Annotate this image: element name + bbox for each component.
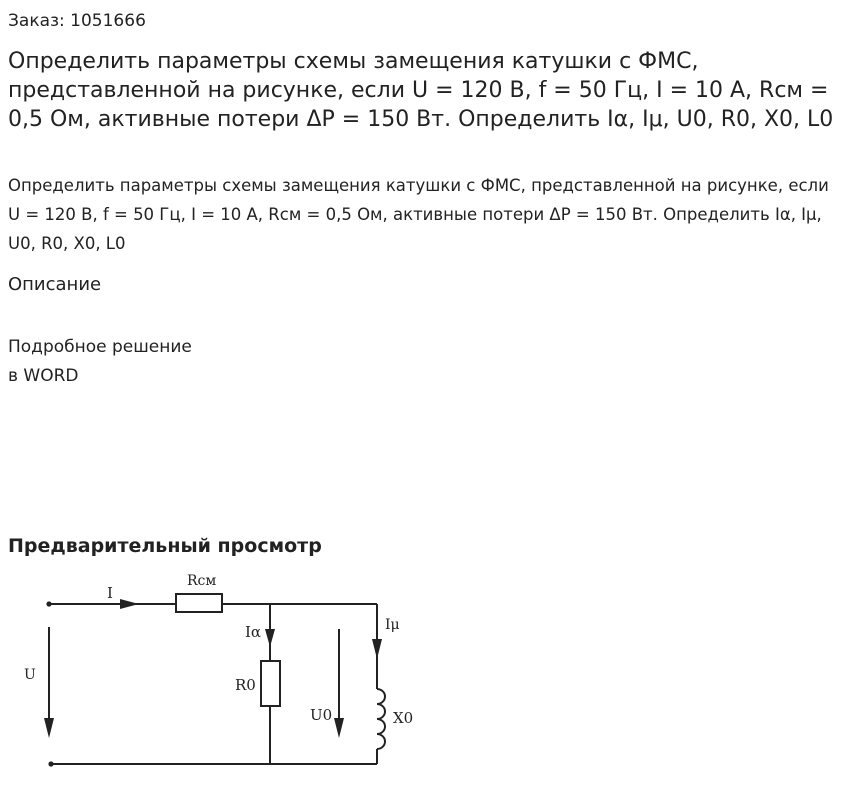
page-title: Определить параметры схемы замещения катушки с ФМС, представленной на рисунке, если U = 120 В, f = 50 Гц, I = 10 А, Rсм = 0,5 Ом, активные потери ΔР = 150 Вт. Определить Iα, Iμ, U0, R0, X0, L0: [8, 49, 834, 132]
inductor-x0: [377, 689, 385, 749]
label-ia: Iα: [245, 623, 262, 641]
label-i: I: [107, 584, 113, 602]
current-arrow-ia: [265, 629, 275, 647]
label-r0: R0: [235, 676, 256, 694]
label-u0: U0: [310, 706, 333, 724]
label-rsm: Rсм: [187, 573, 217, 589]
label-x0: X0: [393, 709, 414, 727]
description-heading: Описание: [8, 274, 102, 295]
resistor-rsm: [176, 594, 222, 612]
current-arrow-imu: [372, 639, 382, 659]
solution-note: [8, 333, 192, 391]
order-number: Заказ: 1051666: [8, 11, 146, 31]
label-imu: Iμ: [385, 617, 400, 633]
task-description: Определить параметры схемы замещения катушки с ФМС, представленной на рисунке, если U = 120 В, f = 50 Гц, I = 10 А, Rсм = 0,5 Ом, активные потери ΔР = 150 Вт. Определить Iα, Iμ, U0, R0, X0, L0: [8, 176, 829, 253]
current-arrow-i: [120, 599, 139, 609]
solution-line-2: в WORD: [8, 366, 79, 386]
voltage-arrow-u0-head: [334, 718, 344, 738]
voltage-arrow-u-head: [44, 718, 54, 738]
circuit-diagram: [0, 565, 430, 780]
label-u: U: [24, 667, 36, 683]
solution-line-1: Подробное решение: [8, 337, 192, 357]
preview-heading: Предварительный просмотр: [8, 535, 322, 557]
resistor-r0: [261, 661, 280, 706]
